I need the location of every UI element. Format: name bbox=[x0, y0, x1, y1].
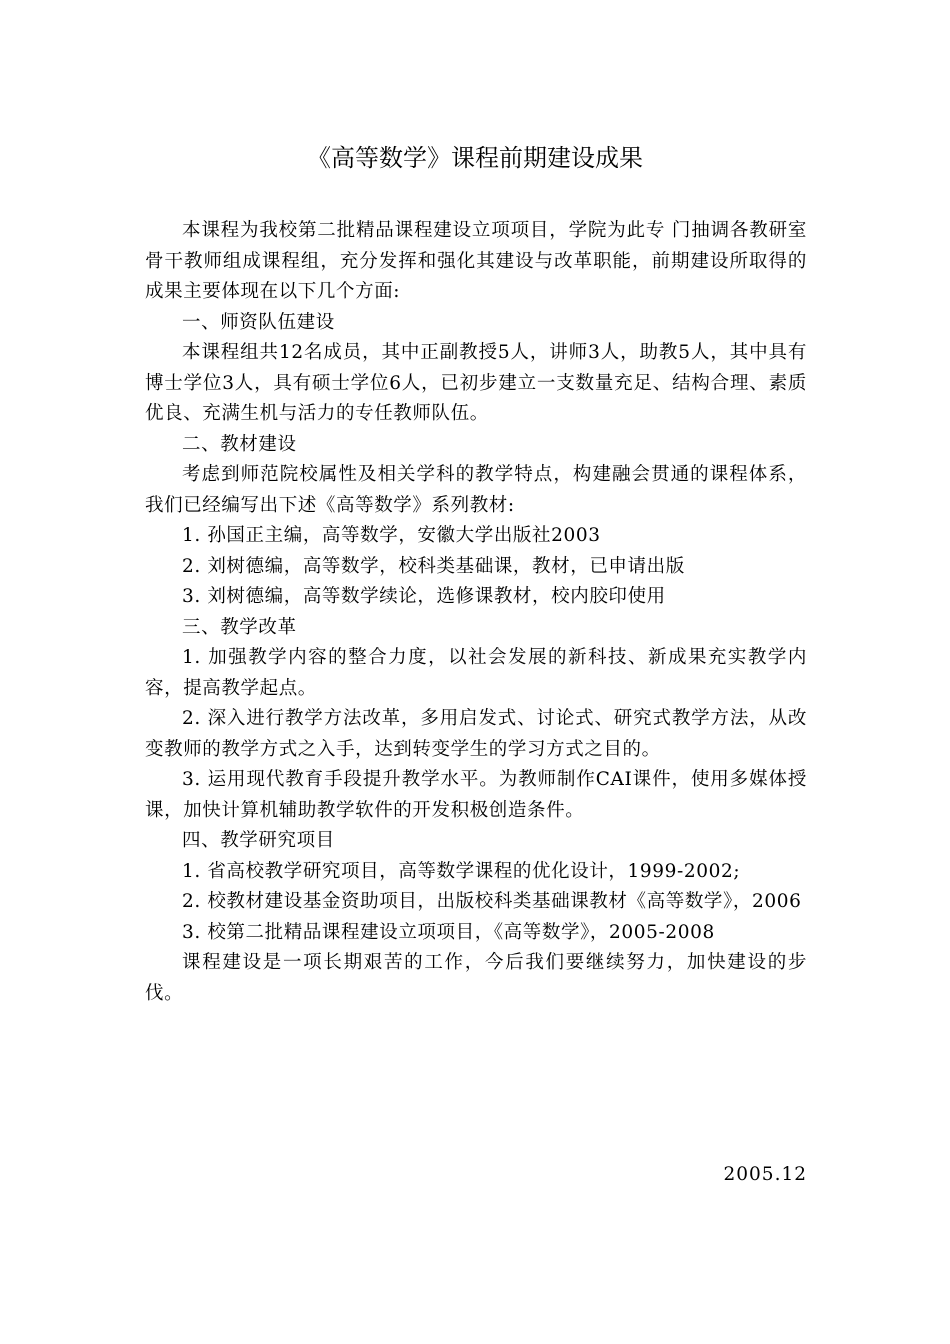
textbook-item-2: 2. 刘树德编，高等数学，校科类基础课，教材，已申请出版 bbox=[182, 555, 685, 577]
faculty-paragraph: 本课程组共12名成员，其中正副教授5人，讲师3人，助教5人，其中具有博士学位3人，具有硕士学位6人，已初步建立一支数量充足、结构合理、素质优良、充满生机与活力的专任教师队伍。 bbox=[145, 342, 807, 424]
reform-item-1: 1. 加强教学内容的整合力度，以社会发展的新科技、新成果充实教学内容，提高教学起点。 bbox=[145, 647, 807, 699]
section-heading-textbooks: 二、教材建设 bbox=[182, 433, 297, 455]
research-item-3: 3. 校第二批精品课程建设立项项目，《高等数学》，2005-2008 bbox=[182, 921, 715, 943]
research-item-2: 2. 校教材建设基金资助项目，出版校科类基础课教材《高等数学》，2006 bbox=[182, 891, 802, 912]
section-heading-faculty: 一、师资队伍建设 bbox=[182, 311, 335, 333]
document-date: 2005.12 bbox=[723, 1164, 807, 1185]
section-heading-research: 四、教学研究项目 bbox=[182, 830, 335, 851]
section-heading-reform: 三、教学改革 bbox=[182, 616, 297, 638]
document-title: 《高等数学》课程前期建设成果 bbox=[307, 144, 643, 172]
research-item-1: 1. 省高校教学研究项目，高等数学课程的优化设计，1999-2002; bbox=[182, 860, 741, 882]
intro-paragraph: 本课程为我校第二批精品课程建设立项项目，学院为此专 门抽调各教研室骨干教师组成课程组，充分发挥和强化其建设与改革职能，前期建设所取得的成果主要体现在以下几个方面: bbox=[145, 220, 807, 302]
reform-item-2: 2. 深入进行教学方法改革，多用启发式、讨论式、研究式教学方法，从改变教师的教学方式之入手，达到转变学生的学习方式之目的。 bbox=[145, 708, 807, 760]
closing-paragraph: 课程建设是一项长期艰苦的工作，今后我们要继续努力，加快建设的步伐。 bbox=[145, 952, 807, 1004]
textbook-item-1: 1. 孙国正主编，高等数学，安徽大学出版社2003 bbox=[182, 525, 601, 546]
document-body bbox=[145, 216, 807, 1009]
textbook-item-3: 3. 刘树德编，高等数学续论，选修课教材，校内胶印使用 bbox=[182, 586, 666, 607]
textbooks-paragraph: 考虑到师范院校属性及相关学科的教学特点，构建融会贯通的课程体系，我们已经编写出下述《高等数学》系列教材: bbox=[145, 464, 807, 516]
reform-item-3: 3. 运用现代教育手段提升教学水平。为教师制作CAI课件，使用多媒体授课，加快计算机辅助教学软件的开发积极创造条件。 bbox=[145, 769, 807, 821]
